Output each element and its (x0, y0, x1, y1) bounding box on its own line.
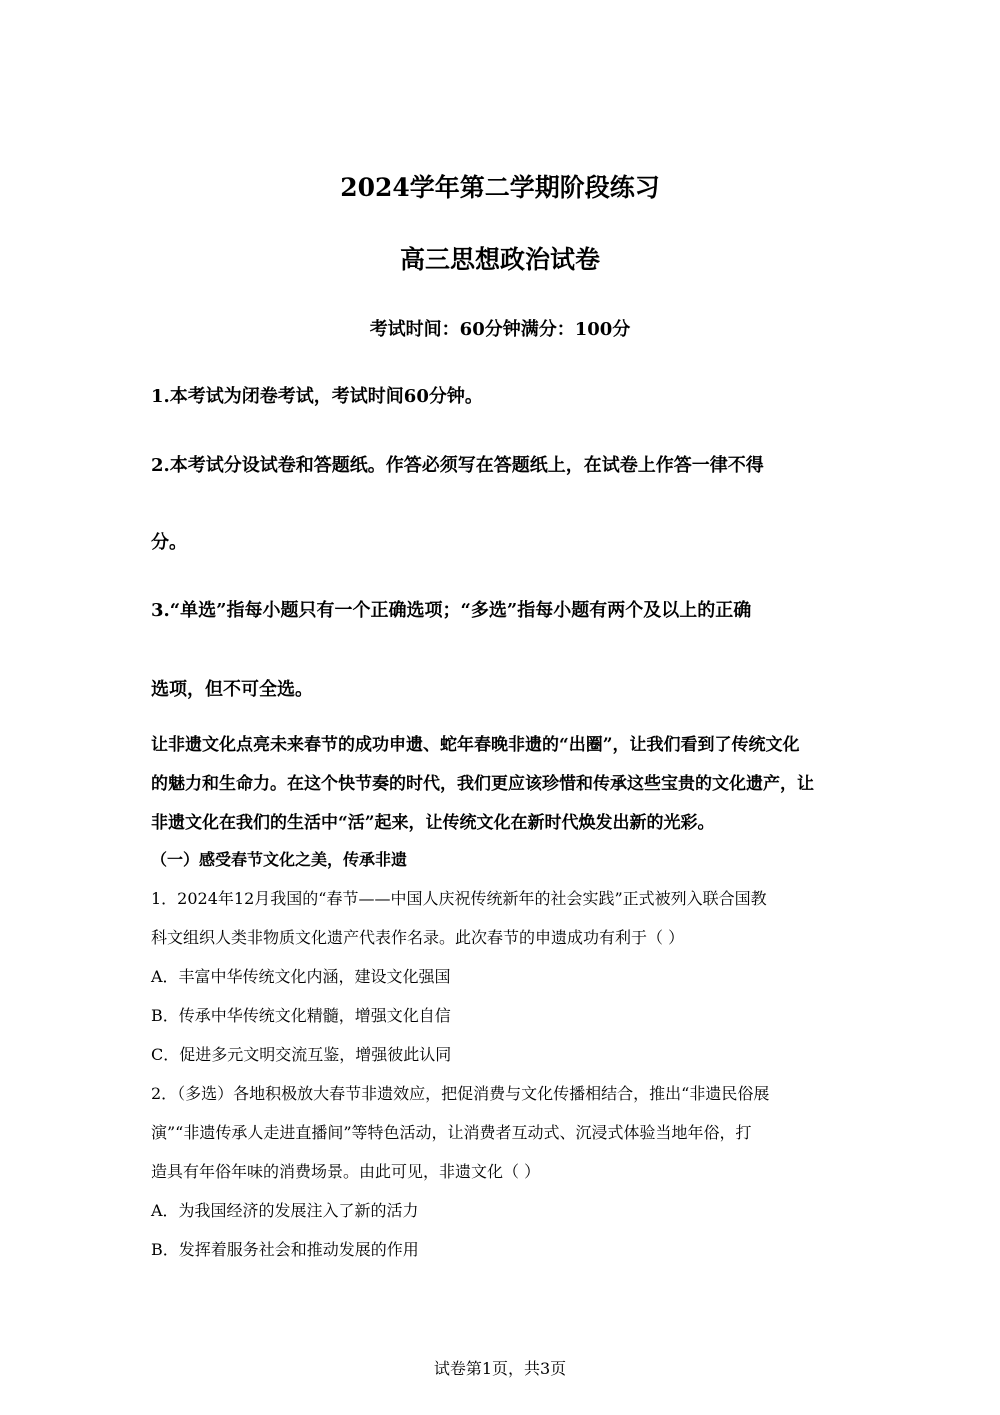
exam-info: 考试时间：60分钟满分：100分 (369, 319, 631, 340)
question-2-stem-line-3: 造具有年俗年味的消费场景。由此可见，非遗文化（ ） (151, 1162, 541, 1181)
question-1-stem-line-2: 科文组织人类非物质文化遗产代表作名录。此次春节的申遗成功有利于（ ） (151, 928, 685, 947)
question-2-stem-line-2: 演”“非遗传承人走进直播间”等特色活动，让消费者互动式、沉浸式体验当地年俗，打 (151, 1123, 752, 1142)
question-1-option-c: C．促进多元文明交流互鉴，增强彼此认同 (151, 1045, 452, 1064)
exam-subtitle: 高三思想政治试卷 (399, 245, 600, 274)
note-2: 2.本考试分设试卷和答题纸。作答必须写在答题纸上，在试卷上作答一律不得 (151, 455, 764, 476)
question-2-stem-line-1: 2．（多选）各地积极放大春节非遗效应，把促消费与文化传播相结合，推出“非遗民俗展 (151, 1084, 770, 1103)
exam-title: 2024学年第二学期阶段练习 (340, 173, 660, 202)
question-2-option-a: A．为我国经济的发展注入了新的活力 (151, 1201, 419, 1220)
note-3: 3.“单选”指每小题只有一个正确选项；“多选”指每小题有两个及以上的正确 (151, 600, 752, 621)
note-2-continued: 分。 (151, 532, 187, 553)
page-footer: 试卷第1页，共3页 (433, 1359, 567, 1378)
note-3-continued: 选项，但不可全选。 (151, 679, 313, 700)
question-1-option-a: A．丰富中华传统文化内涵，建设文化强国 (151, 967, 451, 986)
question-1-stem-line-1: 1．2024年12月我国的“春节——中国人庆祝传统新年的社会实践”正式被列入联合国教 (151, 889, 767, 908)
note-1: 1.本考试为闭卷考试，考试时间60分钟。 (151, 386, 483, 407)
intro-line-2: 的魅力和生命力。在这个快节奏的时代，我们更应该珍惜和传承这些宝贵的文化遗产，让 (151, 774, 814, 794)
intro-line-1: 让非遗文化点亮未来春节的成功申遗、蛇年春晚非遗的“出圈”，让我们看到了传统文化 (151, 735, 800, 755)
intro-line-3: 非遗文化在我们的生活中“活”起来，让传统文化在新时代焕发出新的光彩。 (151, 813, 715, 833)
question-1-option-b: B．传承中华传统文化精髓，增强文化自信 (151, 1006, 451, 1025)
question-2-option-b: B．发挥着服务社会和推动发展的作用 (151, 1240, 419, 1259)
section-title: （一）感受春节文化之美，传承非遗 (151, 850, 408, 869)
